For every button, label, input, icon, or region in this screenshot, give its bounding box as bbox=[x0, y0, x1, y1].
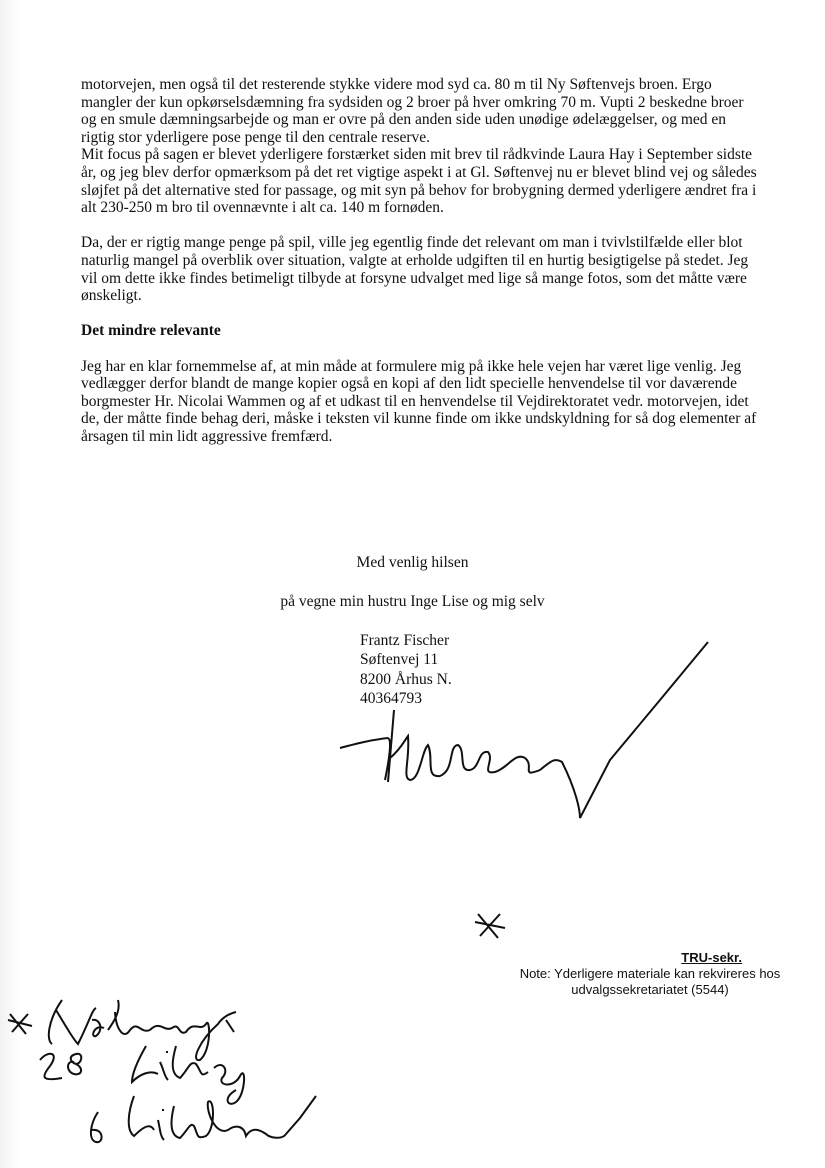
paragraph-3: Da, der er rigtig mange penge på spil, ville jeg egentlig finde det relevant om man i tvivlstilfælde eller blot naturlig mangel på overblik over situation, valgte at erholde udgiften til en hurtig besigtigelse på stedet. Jeg vil om dette ikke findes betimeligt tilbyde at forsyne udvalget med lige så mange fotos, som det måtte være ønskeligt. bbox=[81, 234, 749, 305]
sender-street: Søftenvej 11 bbox=[360, 651, 439, 669]
on-behalf-line: på vegne min hustru Inge Lise og mig selv bbox=[280, 593, 545, 610]
sender-phone: 40364793 bbox=[360, 689, 422, 707]
signature-image bbox=[330, 640, 730, 840]
section-heading: Det mindre relevante bbox=[81, 322, 221, 340]
paragraph-4: Jeg har en klar fornemmelse af, at min måde at formulere mig på ikke hele vejen har været lige venlig. Jeg vedlægger derfor blandt de mange kopier også en kopi af den lidt specielle henvendelse til vor daværende borgmester Hr. Nicolai Wammen og af et udkast til en henvendelse til Vejdirektoratet vedr. motorvejen, idet de, der måtte finde behag deri, måske i teksten vil kunne finde om ikke undskyldning for så dog elementer af årsagen til min lidt aggressive fremfærd. bbox=[81, 357, 757, 445]
stamp-title: TRU-sekr. bbox=[681, 950, 742, 965]
stamp-note-line1: Note: Yderligere materiale kan rekvireres hos bbox=[519, 966, 781, 981]
sender-city: 8200 Århus N. bbox=[360, 670, 452, 688]
letter-body bbox=[81, 76, 761, 445]
tru-secretariat-stamp bbox=[500, 950, 800, 998]
handwritten-note-image bbox=[0, 990, 330, 1160]
greeting: Med venlig hilsen bbox=[356, 554, 469, 571]
paragraph-2: Mit focus på sagen er blevet yderligere forstærket siden mit brev til rådkvinde Laura Hay i September sidste år, og jeg blev derfor opmærksom på det ret vigtige aspekt i at Gl. Søftenvej nu er blevet blind vej og således sløjfet på det alternative sted for passage, og mit syn på behov for brobygning dermed yderligere ændret fra i alt 230-250 m bro til ovennævnte i alt ca. 140 m fornøden. bbox=[81, 146, 757, 217]
sender-name: Frantz Fischer bbox=[360, 632, 450, 649]
paragraph-1: motorvejen, men også til det resterende stykke videre mod syd ca. 80 m til Ny Søftenvejs broen. Ergo mangler der kun opkørselsdæmning fra sydsiden og 2 broer på hver omkring 70 m. Vupti 2 beskedne broer og en smule dæmningsarbejde og man er ovre på den anden side uden unødige ødelæggelser, og med en rigtig stor yderligere pose penge til den centrale reserve. bbox=[81, 76, 744, 146]
asterisk-mark-icon bbox=[470, 910, 510, 940]
stamp-note-line2: udvalgssekretariatet (5544) bbox=[571, 982, 729, 997]
